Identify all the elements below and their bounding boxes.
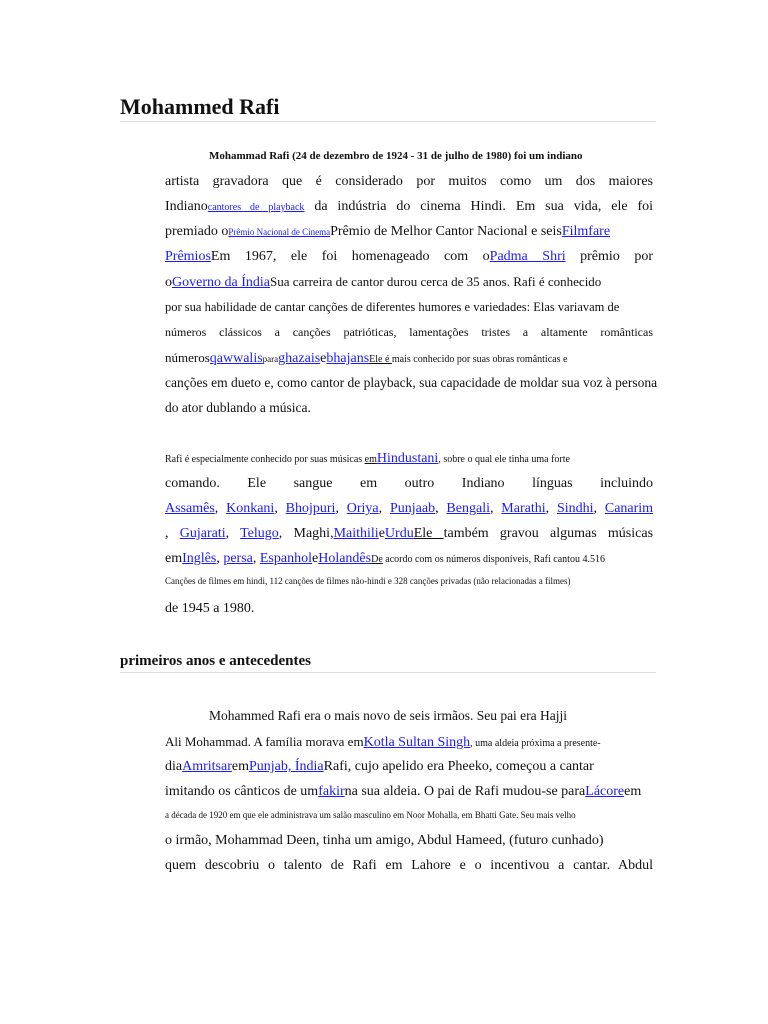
text: , uma aldeia próxima a presente- [470,738,601,749]
link-oriya[interactable]: Oriya [346,501,379,516]
text: Ele [413,526,444,541]
text: Prêmio de Melhor Cantor Nacional e seis [330,224,562,239]
p2-line-2: comando. Ele sangue em outro Indiano línguas incluindo [165,476,653,491]
link-bhajans[interactable]: bhajans [326,351,370,366]
link-premio-nacional-de-cinema[interactable]: Prêmio Nacional de Cinema [228,227,331,237]
p1-line-11: do ator dublando a música. [165,400,311,415]
link-hindustani[interactable]: Hindustani [376,451,439,466]
link-cantores-de-playback[interactable]: cantores de playback [207,202,305,213]
text: prêmio por [565,249,653,264]
p3-line-1: Mohammed Rafi era o mais novo de seis irmãos. Seu pai era Hajji [209,708,568,723]
link-lacore[interactable]: Lácore [585,784,625,799]
text: Rafi é especialmente conhecido por suas músicas [165,454,365,465]
link-premios[interactable]: Prêmios [165,249,211,264]
text: Sua carreira de cantor durou cerca de 35 anos. Rafi é conhecido [269,274,602,289]
text: , Maghi, [278,526,334,541]
link-espanhol[interactable]: Espanhol [259,551,312,566]
link-marathi[interactable]: Marathi [501,501,546,516]
text: De [371,554,383,565]
p2-line-4: , Gujarati, Telugo, Maghi,MaithilieUrduEle também gravou algumas músicas [165,526,653,541]
p1-line-1 [209,145,669,167]
text: em [165,551,183,566]
p2-line-7: de 1945 a 1980. [165,601,255,616]
text: Indiano [165,199,208,214]
link-amritsar[interactable]: Amritsar [182,759,232,774]
text: em [231,759,249,774]
text: Ele é [369,354,392,365]
p2-line-1 [165,448,653,470]
link-telugo[interactable]: Telugo [240,526,279,541]
link-filmfare[interactable]: Filmfare [561,224,611,239]
p1-line-6 [165,271,653,293]
link-gujarati[interactable]: Gujarati [179,526,226,541]
p1-line-5 [165,246,653,268]
text: em [624,784,642,799]
link-sindhi[interactable]: Sindhi [556,501,594,516]
link-qawwalis[interactable]: qawwalis [209,351,263,366]
lead-sentence: Mohammad Rafi (24 de dezembro de 1924 - 31 de julho de 1980) foi um indiano [209,150,583,162]
text: mais conhecido por suas obras românticas e [391,354,568,365]
page-title: Mohammed Rafi [120,94,656,122]
text: da indústria do cinema Hindi. Em sua vida, ele foi [304,199,653,214]
p3-line-3 [165,756,653,778]
p3-line-6: o irmão, Mohammad Deen, tinha um amigo, Abdul Hameed, (futuro cunhado) [165,833,604,848]
link-punjab-india[interactable]: Punjab, Índia [248,759,324,774]
section-heading: primeiros anos e antecedentes [120,652,656,673]
text: premiado o [165,224,229,239]
text: o [165,275,172,290]
text: dia [165,759,183,774]
link-maithili[interactable]: Maithili [333,526,379,541]
p2-line-6: Canções de filmes em hindi, 112 canções de filmes não-hindi e 328 canções privadas (não relacionadas a filmes) [165,576,571,586]
p1-line-8: números clássicos a canções patrióticas, lamentações tristes a altamente românticas [165,325,653,339]
link-bengali[interactable]: Bengali [446,501,490,516]
link-assames[interactable]: Assamês [165,501,215,516]
link-ghazais[interactable]: ghazais [278,351,321,366]
p3-line-7: quem descobriu o talento de Rafi em Lahore e o incentivou a cantar. Abdul [165,858,653,873]
text: na sua aldeia. O pai de Rafi mudou-se para [344,784,586,799]
text: imitando os cânticos de um [165,784,319,799]
text: números [165,350,210,365]
link-fakir[interactable]: fakir [318,784,345,799]
p3-line-2 [165,731,685,753]
link-punjaab[interactable]: Punjaab [389,501,436,516]
link-urdu[interactable]: Urdu [384,526,414,541]
link-padma-shri[interactable]: Padma Shri [489,249,566,264]
p1-line-7: por sua habilidade de cantar canções de diferentes humores e variedades: Elas variavam de [165,300,620,314]
p1-line-9 [165,347,653,369]
p3-line-4 [165,781,653,803]
link-konkani[interactable]: Konkani [226,501,275,516]
link-kotla-sultan-singh[interactable]: Kotla Sultan Singh [363,735,471,750]
p2-line-3: Assamês, Konkani, Bhojpuri, Oriya, Punjaab, Bengali, Marathi, Sindhi, Canarim [165,501,653,516]
link-canarim[interactable]: Canarim [604,501,653,516]
text: e [378,526,385,541]
link-ingles[interactable]: Inglês [182,551,217,566]
p1-line-4 [165,221,653,243]
p1-line-3 [165,196,653,218]
text: Ali Mohammad. A família morava em [165,734,364,749]
p1-line-2: artista gravadora que é considerado por muitos como um dos maiores [165,174,653,189]
text: acordo com os números disponíveis, Rafi cantou 4.516 [382,554,605,565]
text: e [311,551,319,566]
text: Em 1967, ele foi homenageado com o [210,249,490,264]
text: , [165,526,180,541]
link-holandes[interactable]: Holandês [318,551,372,566]
text: em [364,454,377,465]
text: Rafi, cujo apelido era Pheeko, começou a cantar [323,759,594,774]
p1-line-10: canções em dueto e, como cantor de playback, sua capacidade de moldar sua voz à persona [165,375,658,390]
link-bhojpuri[interactable]: Bhojpuri [285,501,336,516]
p3-line-5: a década de 1920 em que ele administrava um salão masculino em Noor Mohalla, em Bhatti Gate. Seu mais velho [165,810,576,820]
p2-line-5: emInglês, persa, EspanholeHolandêsDe acordo com os números disponíveis, Rafi cantou 4.516 [165,551,605,566]
text: também gravou algumas músicas [443,526,653,541]
text: , sobre o qual ele tinha uma forte [438,454,570,465]
text: para [262,354,279,364]
link-governo-da-india[interactable]: Governo da Índia [172,275,270,290]
link-persa[interactable]: persa [223,551,253,566]
text: e [320,351,327,366]
